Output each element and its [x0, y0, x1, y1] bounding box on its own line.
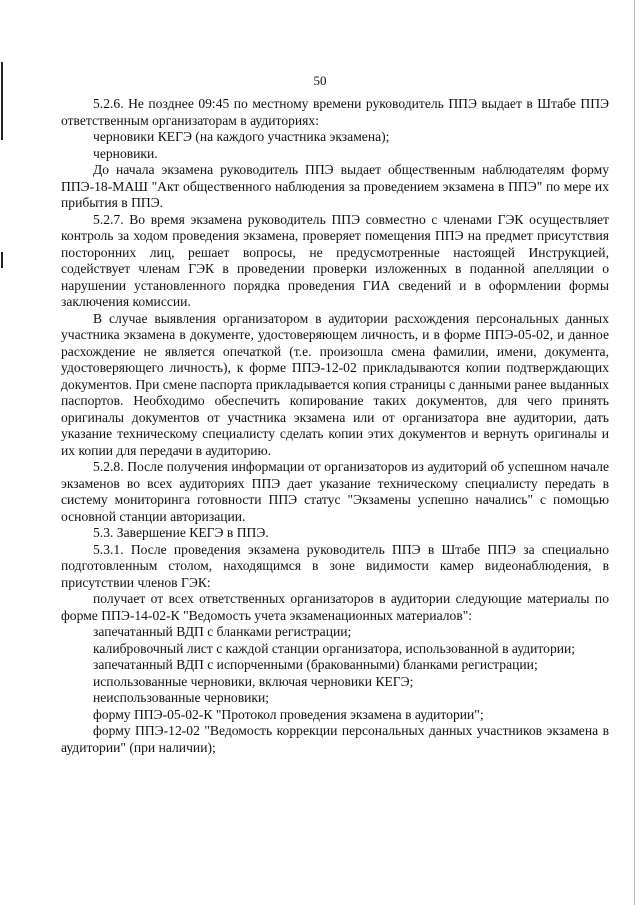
paragraph-receives: получает от всех ответственных организаторов в аудитории следующие материалы по форме ППЭ-14-02-К "Ведомость учета экзаменационных материалов":	[61, 591, 609, 623]
paragraph-5-2-6: 5.2.6. Не позднее 09:45 по местному времени руководитель ППЭ выдает в Штабе ППЭ ответственным организаторам в аудиториях:	[61, 96, 609, 128]
list-item: неиспользованные черновики;	[93, 690, 270, 705]
paragraph-5-2-8: 5.2.8. После получения информации от организаторов из аудиторий об успешном начале экзаменов во всех аудиториях ППЭ дает указание техническому специалисту передать в систему мониторинга готовности ППЭ статус "Экзамены успешно начались" с помощью основной станции авторизации.	[61, 459, 609, 524]
list-item: форму ППЭ-05-02-К "Протокол проведения экзамена в аудитории";	[93, 706, 484, 722]
scan-artifact-left-top	[1, 62, 3, 140]
list-item: запечатанный ВДП с испорченными (бракованными) бланками регистрации;	[93, 657, 538, 672]
list-item: запечатанный ВДП с бланками регистрации;	[93, 624, 352, 639]
list-item-calibration: калибровочный лист с каждой станции организатора, использованной в аудитории;	[93, 640, 576, 656]
page-number: 50	[313, 73, 327, 88]
section-heading-5-3: 5.3. Завершение КЕГЭ в ППЭ.	[93, 525, 269, 540]
list-item: черновики КЕГЭ (на каждого участника экзамена);	[93, 129, 390, 144]
paragraph-observers: До начала экзамена руководитель ППЭ выдает общественным наблюдателям форму ППЭ-18-МАШ "Акт общественного наблюдения за проведением экзамена в ППЭ" по мере их прибытия в ППЭ.	[61, 162, 609, 210]
scan-artifact-right-edge	[634, 0, 635, 905]
paragraph-discrepancy: В случае выявления организатором в аудитории расхождения персональных данных участника экзамена в документе, удостоверяющем личность, и в форме ППЭ-05-02, и данное расхождение не является опечаткой (т.е. произошла смена фамилии, имени, документа, удостоверяющего личность), к форме ППЭ-12-02 прикладываются копии подтверждающих документов. При смене паспорта прикладывается копия страницы с данными ранее выданных паспортов. Необходимо обеспечить копирование таких документов, для чего принять оригиналы документов от участника экзамена или от организатора вне аудитории, дать указание техническому специалисту сделать копии этих документов и вернуть оригиналы и их копии для передачи в аудиторию.	[61, 310, 609, 458]
list-item: использованные черновики, включая черновики КЕГЭ;	[93, 673, 414, 689]
paragraph-5-3-1: 5.3.1. После проведения экзамена руководитель ППЭ в Штабе ППЭ за специально подготовленным столом, находящимся в зоне видимости камер видеонаблюдения, в присутствии членов ГЭК:	[61, 541, 609, 590]
list-item: черновики.	[93, 145, 158, 161]
document-body	[61, 96, 609, 756]
paragraph-5-2-7: 5.2.7. Во время экзамена руководитель ППЭ совместно с членами ГЭК осуществляет контроль за ходом проведения экзамена, проверяет помещения ППЭ на предмет присутствия посторонних лиц, решает вопросы, не предусмотренные настоящей Инструкцией, содействует членам ГЭК в проведении проверки изложенных в поданной апелляции о нарушении установленного порядка проведения ГИА сведений и в оформлении формы заключения комиссии.	[61, 211, 609, 309]
scan-artifact-left-middle	[1, 252, 3, 268]
paragraph-form-12-02: форму ППЭ-12-02 "Ведомость коррекции персональных данных участников экзамена в аудитории" (при наличии);	[61, 723, 609, 755]
